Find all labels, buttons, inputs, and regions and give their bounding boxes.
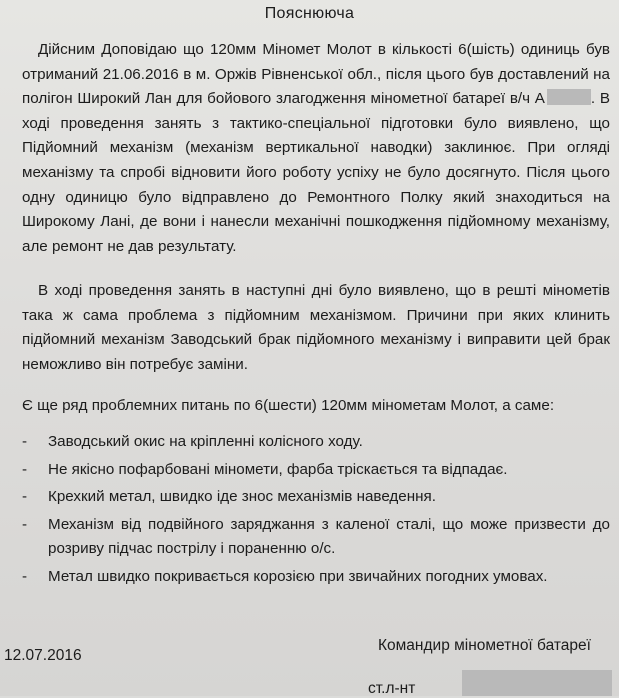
list-dash: - — [22, 460, 28, 478]
list-item — [22, 485, 610, 510]
list-item — [22, 565, 610, 590]
paragraph-2 — [22, 279, 610, 377]
list-item-text: Метал швидко покривається корозією при звичайних погодних умовах. — [48, 567, 548, 585]
list-item — [22, 430, 610, 455]
list-dash: - — [22, 488, 28, 506]
list-dash: - — [22, 433, 28, 450]
signatory-rank: ст.л-нт — [368, 680, 416, 697]
signature-redaction — [462, 670, 612, 696]
paragraph-3 — [22, 394, 610, 419]
list-dash: - — [22, 515, 28, 533]
list-item-text: Заводський окис на кріпленні колісного ходу. — [48, 433, 363, 450]
paragraph-2-text: В ході проведення занять в наступні дні було виявлено, що в решті мінометів така ж сама проблема з підйомним механізмом. Причини при яких клинить підйомний механізм Заводський брак підйомного механізму і виправити цей брак неможливо він потребує заміни. — [22, 282, 610, 373]
list-item-text: Механізм від подвійного заряджання з каленої сталі, що може призвести до розриву підчас пострілу і пораненню о/с. — [48, 515, 610, 558]
list-item-text: Не якісно пофарбовані міномети, фарба тріскається та відпадає. — [48, 460, 508, 478]
document-title: Пояснююча — [264, 5, 355, 22]
paragraph-3-text: Є ще ряд проблемних питань по 6(шести) 120мм мінометам Молот, а саме: — [22, 397, 555, 414]
document-date: 12.07.2016 — [4, 647, 82, 664]
signatory-position: Командир мінометної батареї — [378, 637, 591, 654]
list-item — [22, 513, 610, 562]
list-dash: - — [22, 567, 28, 585]
paragraph-1-text-start: Дійсним Доповідаю що 120мм Міномет Молот в кількості 6(шість) одиниць був отриманий 21.06.2016 в м. Оржів Рівненської обл., після цього був доставлений на полігон Широкий Лан для бойового злагодження мінометної батареї в/ч А — [22, 41, 610, 108]
paragraph-1 — [22, 38, 610, 259]
list-item — [22, 458, 610, 483]
list-item-text: Крехкий метал, швидко іде знос механізмів наведення. — [48, 488, 436, 506]
unit-number-redaction — [547, 89, 591, 105]
issues-list — [22, 430, 610, 593]
paragraph-1-text-end: . В ході проведення занять з тактико-спеціальної підготовки було виявлено, що Підйомний механізм (механізм вертикальної наводки) заклинює. При огляді механізму та спробі відновити його роботу успіху не було досягнуто. Після цього одну одиницю було відправлено до Ремонтного Полку який знаходиться на Широкому Лані, де вони і нанесли механічні пошкодження підйомному механізму, але ремонт не дав результату. — [22, 90, 610, 255]
